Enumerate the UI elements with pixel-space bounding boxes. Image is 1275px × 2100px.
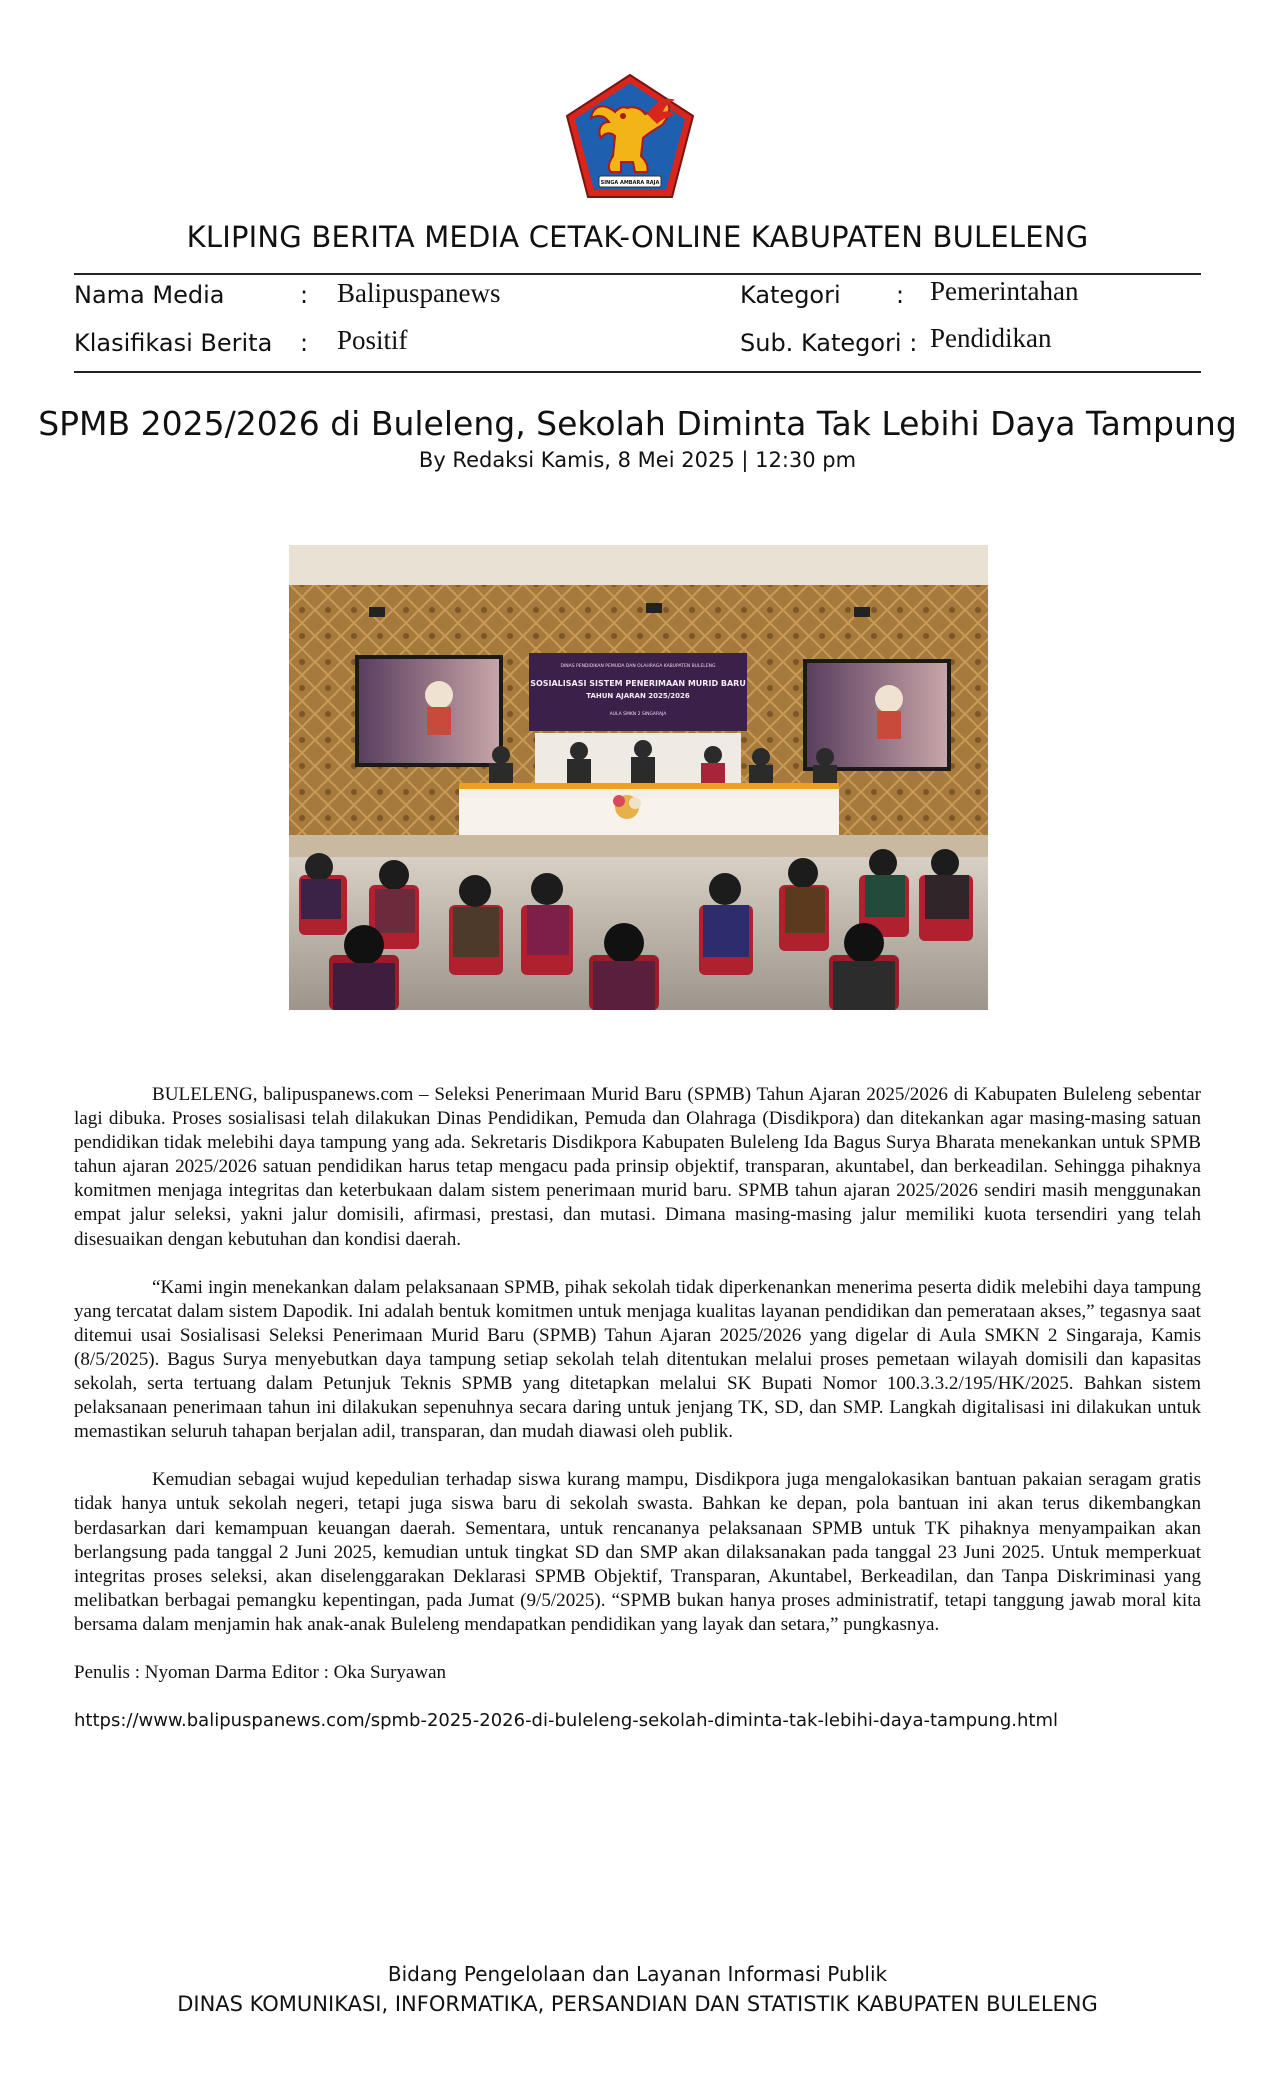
media-value: Balipuspanews xyxy=(337,278,501,308)
clipping-header-title: KLIPING BERITA MEDIA CETAK-ONLINE KABUPATEN BULELENG xyxy=(186,220,1089,254)
footer-division: Bidang Pengelolaan dan Layanan Informasi Publik xyxy=(387,1962,888,1986)
article-paragraph-1: BULELENG, balipuspanews.com – Seleksi Penerimaan Murid Baru (SPMB) Tahun Ajaran 2025/2026 di Kabupaten Buleleng sebentar lagi dibuka. Proses sosialisasi telah dilakukan Dinas Pendidikan, Pemuda dan Olahraga (Disdikpora) dan ditekankan agar masing-masing satuan pendidikan tidak melebihi daya tampung yang ada. Sekretaris Disdikpora Kabupaten Buleleng Ida Bagus Surya Bharata menekankan untuk SPMB tahun ajaran 2025/2026 satuan pendidikan harus tetap mengacu pada prinsip objektif, transparan, akuntabel, dan berkeadilan. Sehingga pihaknya komitmen menjaga integritas dan keterbukaan dalam sistem penerimaan murid baru. SPMB tahun ajaran 2025/2026 sendiri masih menggunakan empat jalur seleksi, yakni jalur domisili, afirmasi, prestasi, dan mutasi. Dimana masing-masing jalur memiliki kuota tersendiri yang telah disesuaikan dengan kebutuhan dan kondisi daerah. xyxy=(74,1084,1201,1250)
classification-colon: : xyxy=(300,329,309,357)
footer-agency: DINAS KOMUNIKASI, INFORMATIKA, PERSANDIAN DAN STATISTIK KABUPATEN BULELENG xyxy=(177,1992,1098,2016)
banner-place-text: AULA SMKN 2 SINGARAJA xyxy=(609,712,667,717)
article-byline: By Redaksi Kamis, 8 Mei 2025 | 12:30 pm xyxy=(418,448,857,472)
article-paragraph-3: Kemudian sebagai wujud kepedulian terhadap siswa kurang mampu, Disdikpora juga mengalokasikan bantuan pakaian seragam gratis tidak hanya untuk sekolah negeri, tetapi juga siswa baru di sekolah swasta. Bahkan ke depan, pola bantuan ini akan terus dikembangkan berdasarkan dari kemampuan keuangan daerah. Sementara, untuk rencananya pelaksanaan SPMB untuk TK pihaknya menyampaikan akan berlangsung pada tanggal 2 Juni 2025, kemudian untuk tingkat SD dan SMP akan dilaksanakan pada tanggal 23 Juni 2025. Untuk memperkuat integritas proses seleksi, akan diselenggarakan Deklarasi SPMB Objektif, Transparan, Akuntabel, Berkeadilan, dan Tanpa Diskriminasi yang melibatkan berbagai pemangku kepentingan, pada Jumat (9/5/2025). “SPMB bukan hanya proses administratif, tetapi tanggung jawab moral kita bersama dalam menjamin hak anak-anak Buleleng mendapatkan pendidikan yang layak dan setara,” pungkasnya. xyxy=(74,1469,1201,1635)
buleleng-emblem-logo xyxy=(563,72,697,201)
media-colon: : xyxy=(300,281,309,309)
article-credit: Penulis : Nyoman Darma Editor : Oka Suryawan xyxy=(74,1661,447,1683)
article-source-url: https://www.balipuspanews.com/spmb-2025-2026-di-buleleng-sekolah-diminta-tak-lebihi-daya-tampung.html xyxy=(74,1710,1058,1732)
article-headline: SPMB 2025/2026 di Buleleng, Sekolah Diminta Tak Lebihi Daya Tampung xyxy=(38,404,1237,443)
subcategory-value: Pendidikan xyxy=(930,323,1052,353)
banner-small-text: DINAS PENDIDIKAN PEMUDA DAN OLAHRAGA KABUPATEN BULELENG xyxy=(560,664,716,669)
header-divider-top xyxy=(74,273,1201,275)
category-colon: : xyxy=(896,281,905,309)
category-value: Pemerintahan xyxy=(930,276,1079,306)
category-label: Kategori xyxy=(740,281,841,309)
article-photo xyxy=(289,545,988,1010)
classification-label: Klasifikasi Berita xyxy=(74,329,273,357)
header-divider-bottom xyxy=(74,371,1201,373)
classification-value: Positif xyxy=(337,325,408,355)
logo-motto-text: SINGA AMBARA RAJA xyxy=(600,180,660,186)
subcategory-label: Sub. Kategori : xyxy=(740,329,918,357)
banner-line-2: TAHUN AJARAN 2025/2026 xyxy=(586,692,690,700)
article-body xyxy=(74,1083,1201,1733)
article-paragraph-2: “Kami ingin menekankan dalam pelaksanaan SPMB, pihak sekolah tidak diperkenankan menerima peserta didik melebihi daya tampung yang tercatat dalam sistem Dapodik. Ini adalah bentuk komitmen untuk menjaga kualitas layanan pendidikan dan pemerataan akses,” tegasnya saat ditemui usai Sosialisasi Seleksi Penerimaan Murid Baru (SPMB) Tahun Ajaran 2025/2026 yang digelar di Aula SMKN 2 Singaraja, Kamis (8/5/2025). Bagus Surya menyebutkan daya tampung setiap sekolah telah ditentukan melalui proses pemetaan wilayah domisili dan kapasitas sekolah, serta tertuang dalam Petunjuk Teknis SPMB yang ditetapkan melalui SK Bupati Nomor 100.3.3.2/195/HK/2025. Bahkan sistem pelaksanaan penerimaan tahun ini dilakukan sepenuhnya secara daring untuk jenjang TK, SD, dan SMP. Langkah digitalisasi ini dilakukan untuk memastikan seluruh tahapan berjalan adil, transparan, dan mudah diawasi oleh publik. xyxy=(74,1276,1201,1443)
banner-line-1: SOSIALISASI SISTEM PENERIMAAN MURID BARU xyxy=(530,679,746,688)
media-label: Nama Media xyxy=(74,281,225,309)
